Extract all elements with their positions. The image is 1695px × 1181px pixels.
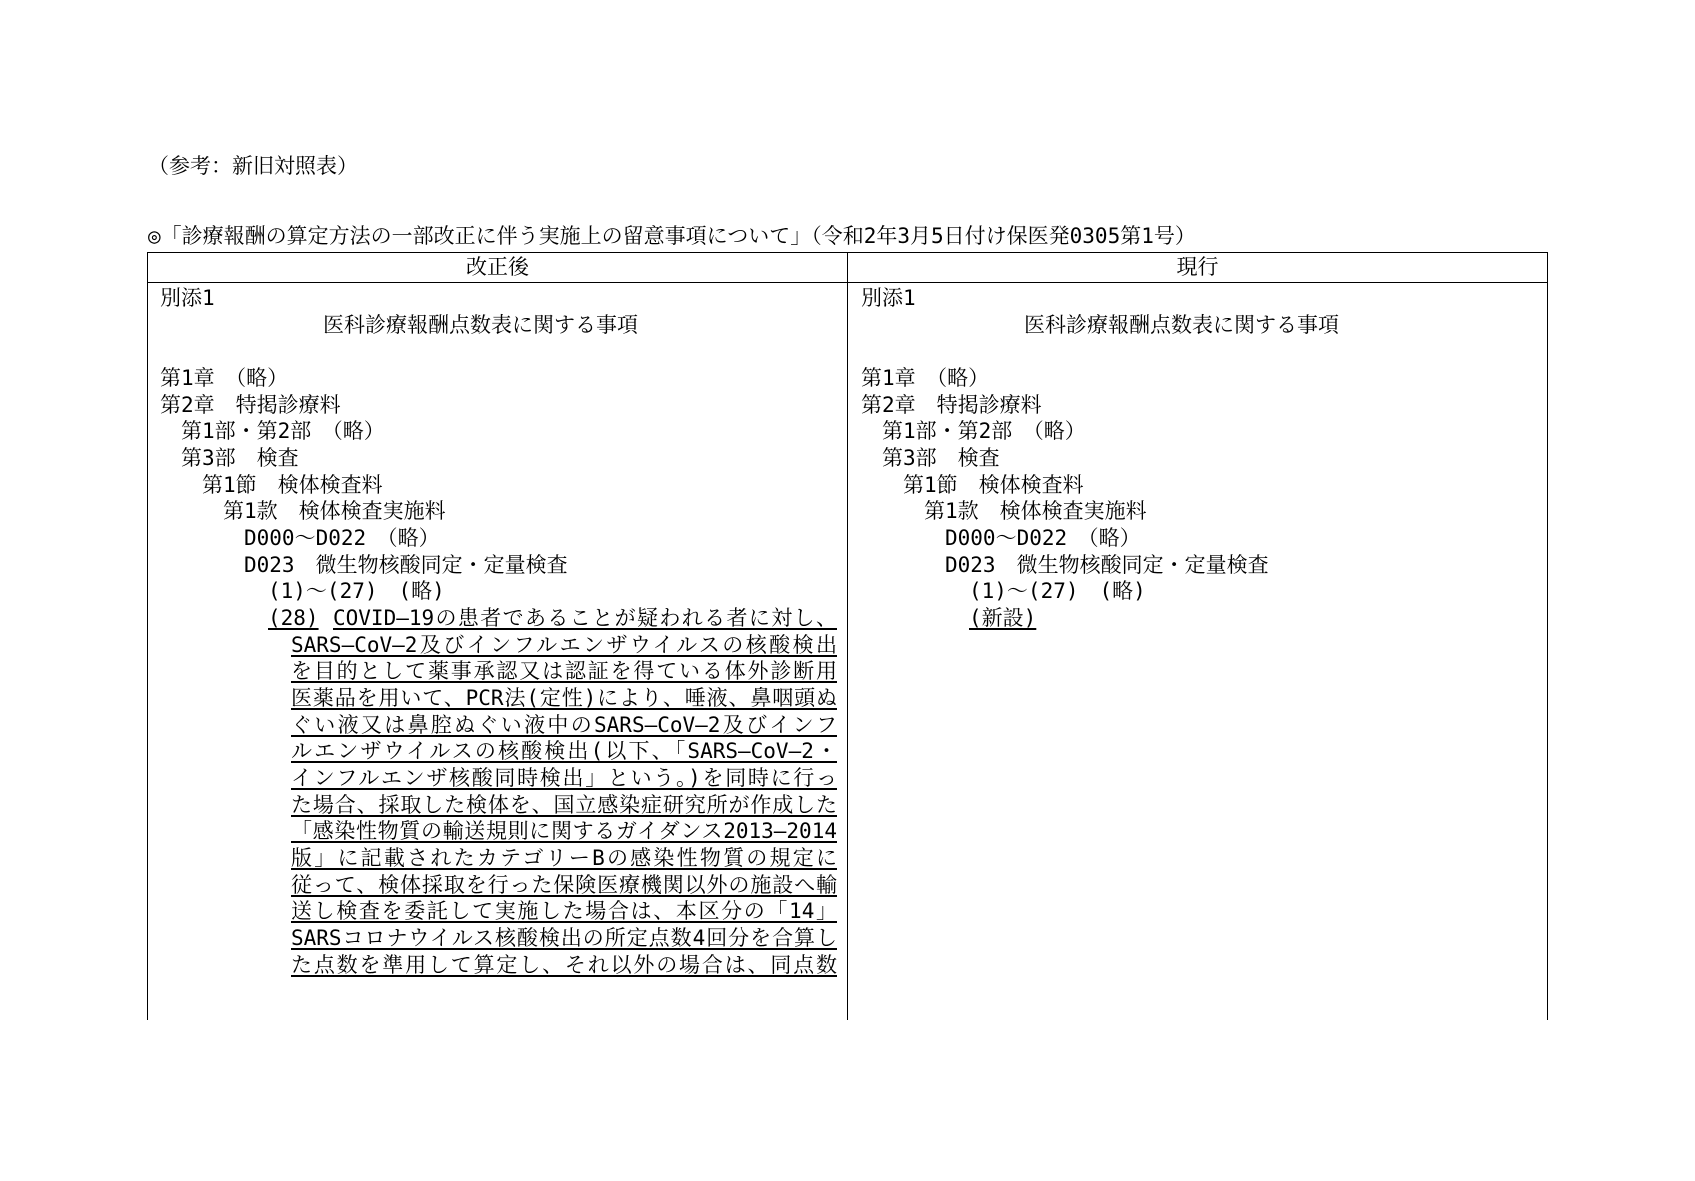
comparison-table	[147, 252, 1548, 1020]
new-item-line: SARSコロナウイルス核酸検出の所定点数4回分を合算し	[291, 926, 837, 950]
d023: D023 微生物核酸同定・定量検査	[945, 553, 1269, 577]
items-omitted: (1)～(27) (略)	[268, 579, 445, 603]
reference-label: （参考：新旧対照表）	[148, 154, 358, 178]
section-heading: 医科診療報酬点数表に関する事項	[323, 313, 638, 337]
chapter-1: 第1章 （略）	[160, 366, 289, 390]
d000-d022: D000～D022 （略）	[945, 526, 1141, 550]
new-item-line: インフルエンザ核酸同時検出」という。)を同時に行っ	[291, 766, 837, 790]
document-title: ◎「診療報酬の算定方法の一部改正に伴う実施上の留意事項について」（令和2年3月5日付け保医発0305第1号）	[148, 224, 1196, 248]
section-1: 第1節 検体検査料	[202, 473, 383, 497]
item-1: 第1款 検体検査実施料	[924, 499, 1147, 523]
section-1: 第1節 検体検査料	[903, 473, 1084, 497]
new-item-line: を目的として薬事承認又は認証を得ている体外診断用	[291, 659, 837, 683]
parts-1-2: 第1部・第2部 （略）	[882, 419, 1086, 443]
d000-d022: D000～D022 （略）	[244, 526, 440, 550]
new-item-number: (28)	[268, 606, 319, 630]
new-item-line: ルエンザウイルスの核酸検出(以下、「SARS―CoV―2・	[291, 739, 837, 763]
part-3: 第3部 検査	[181, 446, 299, 470]
new-item-line: SARS―CoV―2及びインフルエンザウイルスの核酸検出	[291, 633, 837, 657]
items-omitted: (1)～(27) (略)	[969, 579, 1146, 603]
new-item-line: COVID―19の患者であることが疑われる者に対し、	[333, 606, 837, 630]
column-divider	[847, 253, 848, 1020]
new-item-line: た場合、採取した検体を、国立感染症研究所が作成した	[291, 793, 837, 817]
table-header-row	[148, 253, 1547, 283]
new-item-line: た点数を準用して算定し、それ以外の場合は、同点数	[291, 953, 837, 977]
header-current: 現行	[1176, 255, 1219, 279]
new-item-line: 版」に記載されたカテゴリーBの感染性物質の規定に	[291, 846, 837, 870]
new-item-line: 医薬品を用いて、PCR法(定性)により、唾液、鼻咽頭ぬ	[291, 686, 837, 710]
new-item-line: ぐい液又は鼻腔ぬぐい液中のSARS―CoV―2及びインフ	[291, 713, 837, 737]
new-item-line: 送し検査を委託して実施した場合は、本区分の「14」	[291, 899, 837, 923]
appendix-label: 別添1	[861, 286, 916, 310]
header-revised: 改正後	[466, 255, 529, 279]
chapter-2: 第2章 特掲診療料	[160, 393, 341, 417]
parts-1-2: 第1部・第2部 （略）	[181, 419, 385, 443]
new-marker: (新設)	[969, 606, 1037, 630]
chapter-2: 第2章 特掲診療料	[861, 393, 1042, 417]
new-item-line: 「感染性物質の輸送規則に関するガイダンス2013―2014	[291, 819, 837, 843]
new-item-line: 従って、検体採取を行った保険医療機関以外の施設へ輸	[291, 873, 837, 897]
chapter-1: 第1章 （略）	[861, 366, 990, 390]
item-1: 第1款 検体検査実施料	[223, 499, 446, 523]
d023: D023 微生物核酸同定・定量検査	[244, 553, 568, 577]
section-heading: 医科診療報酬点数表に関する事項	[1024, 313, 1339, 337]
appendix-label: 別添1	[160, 286, 215, 310]
part-3: 第3部 検査	[882, 446, 1000, 470]
